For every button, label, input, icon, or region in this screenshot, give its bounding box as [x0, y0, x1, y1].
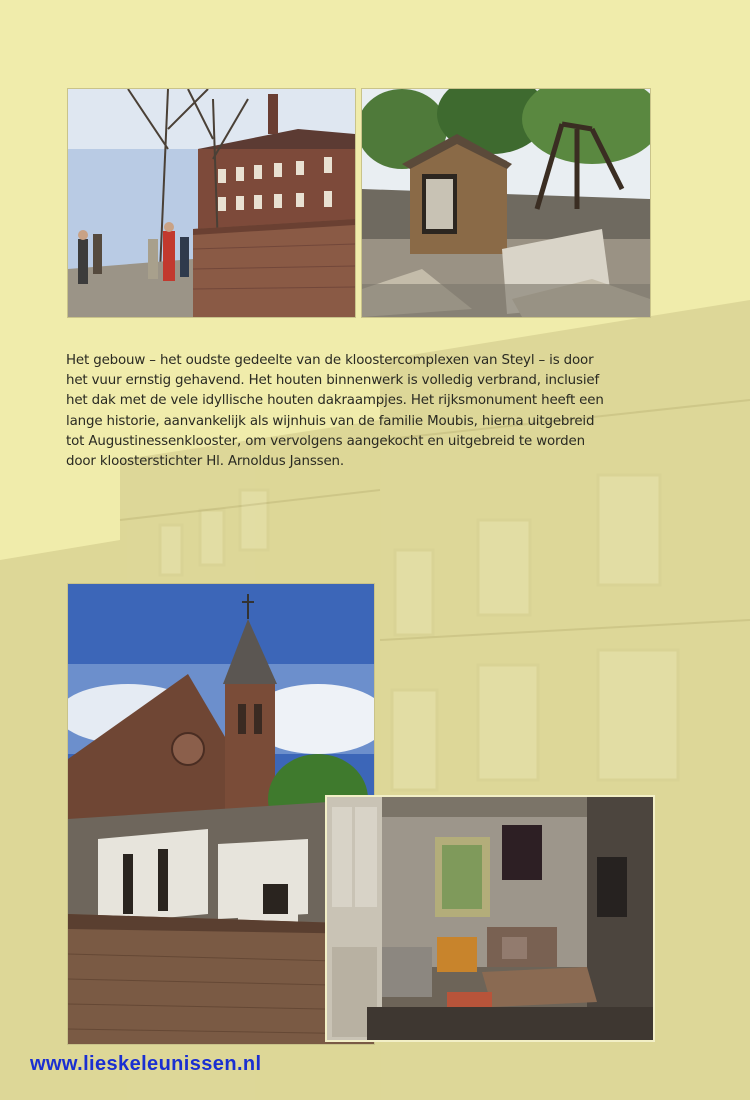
- article-line: het vuur ernstig gehavend. Het houten binnenwerk is volledig verbrand, inclusief: [66, 373, 600, 389]
- article-line: Het gebouw – het oudste gedeelte van de kloostercomplexen van Steyl – is door: [66, 353, 594, 368]
- article-line: het dak met de vele idyllische houten dakraampjes. Het rijksmonument heeft een: [66, 393, 604, 409]
- article-paragraph: [66, 351, 666, 472]
- article-line: door kloosterstichter Hl. Arnoldus Janssen.: [66, 454, 345, 470]
- article-line: lange historie, aanvankelijk als wijnhuis van de familie Moubis, hierna uitgebreid: [66, 413, 595, 429]
- photo-burned-roof: [361, 88, 651, 318]
- photo-interior-room: [325, 795, 655, 1042]
- photo-street-convent: [67, 88, 356, 318]
- footer-website-link[interactable]: www.lieskeleunissen.nl: [30, 1053, 262, 1075]
- article-line: tot Augustinessenklooster, om vervolgens aangekocht en uitgebreid te worden: [66, 433, 585, 449]
